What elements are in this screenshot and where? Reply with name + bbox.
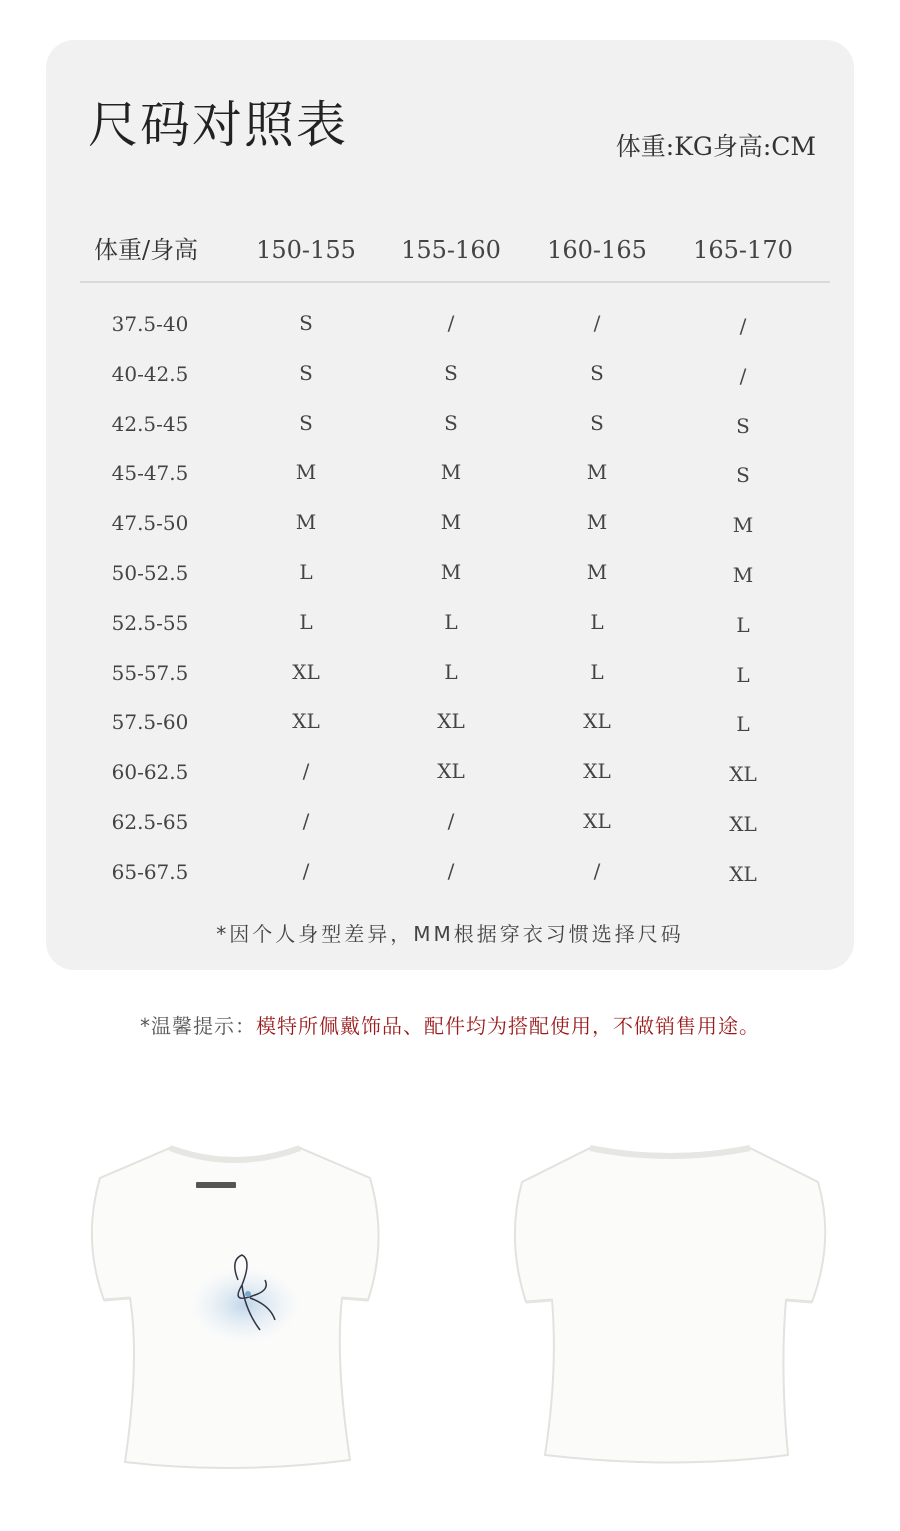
size-cell: L [444,659,458,684]
row-weight-label: 45-47.5 [111,461,189,486]
warm-tip [0,1010,900,1039]
size-cell: M [586,510,608,535]
size-cell: L [736,712,750,737]
size-cell: L [590,609,604,634]
size-cell: M [732,513,754,538]
row-weight-label: 62.5-65 [111,810,189,834]
size-cell: L [590,659,604,684]
row-weight-label: 37.5-40 [111,312,189,336]
size-cell: M [586,560,608,584]
header-divider [80,281,830,283]
column-header: 150-155 [256,236,356,264]
size-cell: S [299,360,313,385]
size-cell: S [590,360,604,385]
size-cell: L [736,612,750,637]
size-cell: / [302,759,310,784]
size-cell: / [447,311,455,335]
size-cell: XL [729,861,757,886]
row-weight-label: 50-52.5 [111,561,189,585]
size-cell: S [444,410,458,435]
size-cell: S [299,410,313,435]
size-cell: M [586,460,608,485]
size-cell: / [593,858,601,883]
size-cell: S [736,463,750,488]
size-cell: L [444,609,458,634]
column-header: 155-160 [401,236,501,264]
size-cell: M [440,560,462,584]
row-weight-label: 52.5-55 [111,610,189,635]
row-weight-label: 60-62.5 [111,760,189,785]
size-cell: M [440,510,462,535]
size-cell: S [590,410,604,435]
row-weight-label: 57.5-60 [111,710,189,735]
size-cell: L [299,609,313,634]
size-cell: XL [729,812,757,836]
size-cell: / [447,809,455,833]
size-cell: / [739,314,747,338]
row-weight-label: 55-57.5 [111,660,189,685]
size-cell: S [299,311,313,335]
size-cell: S [736,413,750,438]
row-weight-label: 65-67.5 [111,859,189,884]
size-cell: S [444,360,458,385]
units-label: 体重:KG身高:CM [615,132,816,161]
row-weight-label: 42.5-45 [111,411,189,436]
size-cell: M [295,460,317,485]
tip-lead: *温馨提示： [140,1014,256,1038]
size-cell: XL [437,759,465,784]
column-header: 165-170 [693,236,793,264]
size-cell: XL [729,762,757,787]
size-cell: XL [583,759,611,784]
size-cell: XL [583,709,611,734]
size-cell: / [739,363,747,388]
size-cell: XL [583,809,611,833]
row-weight-label: 47.5-50 [111,511,189,536]
tip-body: 模特所佩戴饰品、配件均为搭配使用，不做销售用途。 [256,1014,760,1038]
size-cell: M [732,563,754,587]
page-title: 尺码对照表 [88,96,348,154]
row-weight-label: 40-42.5 [111,361,189,386]
size-cell: XL [292,709,320,734]
size-cell: XL [292,659,320,684]
size-cell: / [302,809,310,833]
size-cell: / [447,858,455,883]
footnote: *因个人身型差异，MM根据穿衣习惯选择尺码 [216,922,684,946]
size-cell: / [593,311,601,335]
size-cell: M [295,510,317,535]
tshirt-front-image [70,1130,400,1480]
size-cell: M [440,460,462,485]
size-cell: L [736,662,750,687]
column-header: 160-165 [547,236,647,264]
size-cell: / [302,858,310,883]
size-cell: L [299,560,313,584]
size-cell: XL [437,709,465,734]
table-corner-header: 体重/身高 [94,236,199,264]
tshirt-back-image [510,1130,840,1480]
